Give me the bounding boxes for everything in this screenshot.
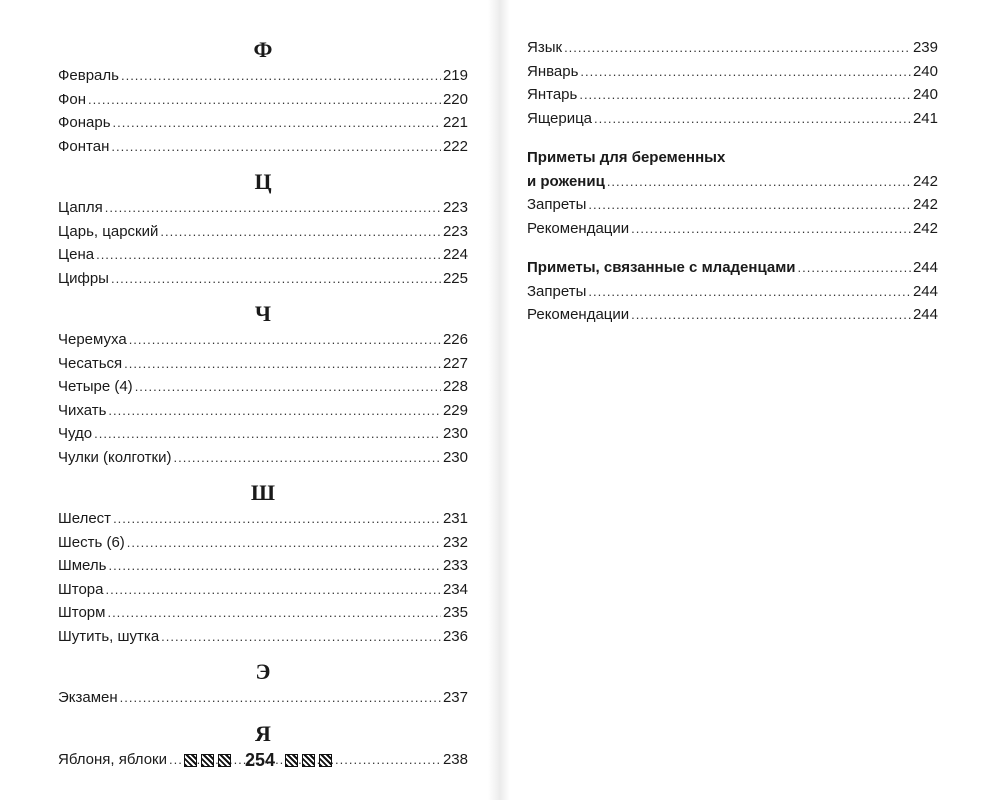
entry-page: 237 <box>442 689 468 706</box>
dot-leader <box>160 220 441 244</box>
index-entry <box>58 422 468 446</box>
ornament-icon <box>319 754 332 767</box>
ornament-icon <box>201 754 214 767</box>
dot-leader <box>94 422 441 446</box>
entry-name: Черемуха <box>58 331 127 348</box>
entry-name: Шторм <box>58 604 106 621</box>
entry-name: Фонтан <box>58 137 110 155</box>
entry-name: Рекомендации <box>527 306 630 323</box>
entry-name: Экзамен <box>58 689 118 706</box>
entry-name: Чудо <box>58 425 93 442</box>
entry-name: Фонарь <box>58 114 111 131</box>
entry-page: 241 <box>912 109 938 127</box>
section-ch <box>58 300 468 469</box>
entry-name: Запреты <box>527 282 587 300</box>
dot-leader <box>111 135 441 159</box>
entry-name: Рекомендации <box>527 219 630 237</box>
entry-name: Ящерица <box>527 109 593 127</box>
entry-name: Штора <box>58 580 104 598</box>
index-entry <box>527 107 938 131</box>
dot-leader <box>798 256 911 280</box>
index-entry <box>58 267 468 291</box>
entry-name: Цапля <box>58 199 103 216</box>
index-entry <box>527 303 938 327</box>
continued-entries <box>527 36 938 130</box>
entry-page: 221 <box>442 114 468 131</box>
dot-leader <box>129 328 441 352</box>
dot-leader <box>579 83 911 107</box>
entry-page: 230 <box>442 425 468 442</box>
index-entry <box>58 111 468 135</box>
index-entry <box>527 193 938 217</box>
dot-leader <box>135 375 441 399</box>
dot-leader <box>127 531 441 555</box>
ornament-icon <box>218 754 231 767</box>
section-letter: Ф <box>253 37 273 62</box>
entry-name: Цена <box>58 246 95 263</box>
entry-name: Четыре (4) <box>58 378 133 395</box>
entry-page: 220 <box>442 90 468 108</box>
entry-name: Цифры <box>58 269 109 287</box>
section-letter: Я <box>255 720 271 746</box>
dot-leader <box>120 686 441 710</box>
index-entry <box>58 399 468 423</box>
entry-page: 227 <box>442 354 468 372</box>
index-entry <box>527 83 938 107</box>
page-number: 254 <box>245 750 276 770</box>
dot-leader <box>108 554 440 578</box>
entry-page: 234 <box>442 580 468 598</box>
ornament-icon <box>285 754 298 767</box>
entry-name: Запреты <box>527 196 587 213</box>
entry-name: Фон <box>58 90 87 108</box>
index-entry <box>527 60 938 84</box>
ornament-left <box>184 754 235 767</box>
group-heading-line1: Приметы для беременных <box>527 149 726 166</box>
right-page <box>527 36 938 327</box>
dot-leader <box>580 60 911 84</box>
entry-name: Язык <box>527 39 563 56</box>
entry-page: 244 <box>912 259 938 276</box>
section-sh <box>58 479 468 648</box>
index-entry <box>527 36 938 60</box>
index-entry <box>527 217 938 241</box>
entry-page: 242 <box>912 219 938 237</box>
ornament-right <box>285 754 336 767</box>
dot-leader <box>107 601 441 625</box>
index-entry <box>58 352 468 376</box>
entry-page: 240 <box>912 86 938 103</box>
dot-leader <box>96 243 441 267</box>
index-entry <box>58 686 468 710</box>
index-entry <box>58 601 468 625</box>
entry-page: 235 <box>442 604 468 621</box>
entry-page: 233 <box>442 557 468 574</box>
entry-name: Яблоня, яблоки <box>58 750 167 768</box>
dot-leader <box>121 64 441 88</box>
group-pregnant <box>527 146 938 240</box>
dot-leader <box>105 196 441 220</box>
index-entry <box>527 280 938 304</box>
entry-page: 223 <box>442 199 468 216</box>
entry-page: 232 <box>442 533 468 551</box>
entry-page: 230 <box>442 448 468 466</box>
ornament-icon <box>184 754 197 767</box>
entry-page: 240 <box>912 62 938 80</box>
dot-leader <box>588 280 911 304</box>
entry-page: 236 <box>442 627 468 645</box>
group-infants <box>527 256 938 327</box>
dot-leader <box>173 446 440 470</box>
group-heading <box>527 170 938 194</box>
entry-page: 228 <box>442 378 468 395</box>
dot-leader <box>588 193 911 217</box>
entry-name: Янтарь <box>527 86 578 103</box>
page-gutter <box>488 0 510 800</box>
index-entry <box>58 578 468 602</box>
entry-page: 223 <box>442 222 468 240</box>
entry-page: 244 <box>912 306 938 323</box>
group-heading-line1: Приметы, связанные с младенцами <box>527 259 796 276</box>
section-f <box>58 36 468 158</box>
index-entry <box>58 220 468 244</box>
index-entry <box>58 531 468 555</box>
entry-page: 231 <box>442 510 468 527</box>
section-e <box>58 658 468 710</box>
entry-page: 219 <box>442 67 468 84</box>
entry-name: Чулки (колготки) <box>58 448 172 466</box>
index-entry <box>58 446 468 470</box>
dot-leader <box>631 303 911 327</box>
entry-page: 229 <box>442 401 468 419</box>
index-entry <box>58 625 468 649</box>
dot-leader <box>113 507 441 531</box>
entry-page: 238 <box>442 750 468 768</box>
section-letter: Ц <box>254 169 272 194</box>
entry-name: Шесть (6) <box>58 533 125 551</box>
entry-name: Шмель <box>58 557 107 574</box>
dot-leader <box>124 352 441 376</box>
section-ts <box>58 168 468 290</box>
left-page <box>58 36 468 771</box>
group-heading-line2: и рожениц <box>527 172 605 190</box>
section-letter: Э <box>255 659 271 684</box>
entry-name: Чесаться <box>58 354 123 372</box>
index-entry <box>58 135 468 159</box>
dot-leader <box>631 217 911 241</box>
entry-page: 225 <box>442 269 468 287</box>
entry-name: Шутить, шутка <box>58 627 160 645</box>
dot-leader <box>88 88 441 112</box>
group-heading <box>527 256 938 280</box>
entry-page: 222 <box>442 137 468 155</box>
section-letter: Ш <box>250 480 276 505</box>
index-entry <box>58 328 468 352</box>
dot-leader <box>594 107 911 131</box>
index-entry <box>58 64 468 88</box>
dot-leader <box>564 36 911 60</box>
entry-name: Февраль <box>58 67 119 84</box>
dot-leader <box>113 111 441 135</box>
entry-page: 224 <box>442 246 468 263</box>
index-entry <box>58 243 468 267</box>
page-folio <box>178 750 342 771</box>
index-entry <box>58 554 468 578</box>
section-letter: Ч <box>254 301 272 326</box>
entry-page: 226 <box>442 331 468 348</box>
index-entry <box>58 196 468 220</box>
entry-page: 239 <box>912 39 938 56</box>
dot-leader <box>161 625 441 649</box>
entry-page: 244 <box>912 282 938 300</box>
entry-name: Чихать <box>58 401 107 419</box>
dot-leader <box>111 267 441 291</box>
dot-leader <box>108 399 441 423</box>
entry-name: Царь, царский <box>58 222 159 240</box>
dot-leader <box>105 578 440 602</box>
entry-name: Январь <box>527 62 579 80</box>
dot-leader <box>607 170 911 194</box>
index-entry <box>58 507 468 531</box>
entry-page: 242 <box>912 172 938 190</box>
ornament-icon <box>302 754 315 767</box>
index-entry <box>58 375 468 399</box>
entry-page: 242 <box>912 196 938 213</box>
entry-name: Шелест <box>58 510 112 527</box>
index-entry <box>58 88 468 112</box>
